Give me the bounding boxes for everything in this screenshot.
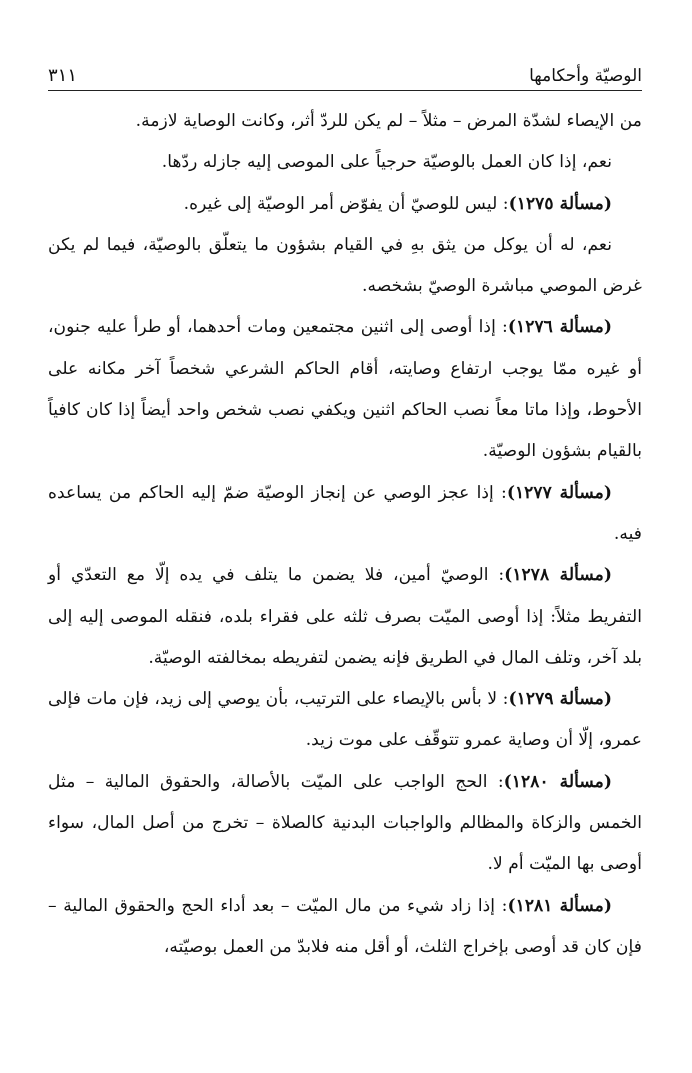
paragraph bbox=[48, 679, 642, 762]
document-page bbox=[48, 58, 642, 968]
paragraph bbox=[48, 142, 642, 183]
paragraph bbox=[48, 555, 642, 679]
paragraph-text: : الحج الواجب على الميّت بالأصالة، والحقوق المالية – مثل الخمس والزكاة والمظالم والواجبات البدنية كالصلاة – تخرج من أصل المال، سواء أوصى بها الميّت أم لا. bbox=[48, 771, 642, 875]
paragraph-text: : ليس للوصيّ أن يفوّض أمر الوصيّة إلى غيره. bbox=[183, 193, 509, 214]
running-header bbox=[48, 58, 642, 91]
paragraph bbox=[48, 762, 642, 886]
paragraph-text: من الإيصاء لشدّة المرض – مثلاً – لم يكن للردّ أثر، وكانت الوصاية لازمة. bbox=[135, 111, 642, 131]
issue-label: (مسألة ١٢٧٧) bbox=[506, 482, 612, 503]
issue-label: (مسألة ١٢٨١) bbox=[507, 895, 613, 916]
paragraph-text: : إذا أوصى إلى اثنين مجتمعين ومات أحدهما، أو طرأ عليه جنون، أو غيره ممّا يوجب ارتفاع وصايته، أقام الحاكم الشرعي شخصاً آخر مكانه على الأحوط، وإذا ماتا معاً نصب الحاكم اثنين ويكفي نصب شخص واحد أيضاً إذا كان كافياً بالقيام بشؤون الوصيّة. bbox=[48, 317, 642, 462]
body-text bbox=[48, 101, 642, 968]
paragraph bbox=[48, 184, 642, 225]
paragraph-text: : لا بأس بالإيصاء على الترتيب، بأن يوصي إلى زيد، فإن مات فإلى عمرو، إلّا أن وصاية عمرو تتوقّف على موت زيد. bbox=[48, 689, 642, 751]
paragraph bbox=[48, 307, 642, 472]
paragraph-text: : الوصيّ أمين، فلا يضمن ما يتلف في يده إلّا مع التعدّي أو التفريط مثلاً: إذا أوصى الميّت بصرف ثلثه على فقراء بلده، فنقله الموصى إليه إلى بلد آخر، وتلف المال في الطريق فإنه يضمن لتفريطه بمخالفته الوصيّة. bbox=[48, 565, 642, 668]
header-title: الوصيّة وأحكامها bbox=[529, 66, 642, 86]
paragraph-text: : إذا زاد شيء من مال الميّت – بعد أداء الحج والحقوق المالية – فإن كان قد أوصى بإخراج الثلث، أو أقل منه فلابدّ من العمل بوصيّته، bbox=[48, 895, 642, 957]
issue-label: (مسألة ١٢٧٥) bbox=[508, 193, 612, 214]
paragraph bbox=[48, 101, 642, 142]
issue-label: (مسألة ١٢٧٨) bbox=[504, 565, 612, 586]
paragraph-text: : إذا عجز الوصي عن إنجاز الوصيّة ضمّ إليه الحاكم من يساعده فيه. bbox=[48, 482, 642, 544]
paragraph-text: نعم، إذا كان العمل بالوصيّة حرجياً على الموصى إليه جازله ردّها. bbox=[161, 152, 612, 173]
page-number: ٣١١ bbox=[48, 65, 78, 86]
paragraph bbox=[48, 886, 642, 969]
paragraph-text: نعم، له أن يوكل من يثق بهِ في القيام بشؤون ما يتعلّق بالوصيّة، فيما لم يكن غرض الموصي مباشرة الوصيّ بشخصه. bbox=[48, 234, 642, 297]
paragraph bbox=[48, 225, 642, 308]
issue-label: (مسألة ١٢٧٩) bbox=[508, 689, 613, 710]
paragraph bbox=[48, 473, 642, 556]
issue-label: (مسألة ١٢٧٦) bbox=[507, 317, 612, 338]
issue-label: (مسألة ١٢٨٠) bbox=[503, 771, 612, 792]
